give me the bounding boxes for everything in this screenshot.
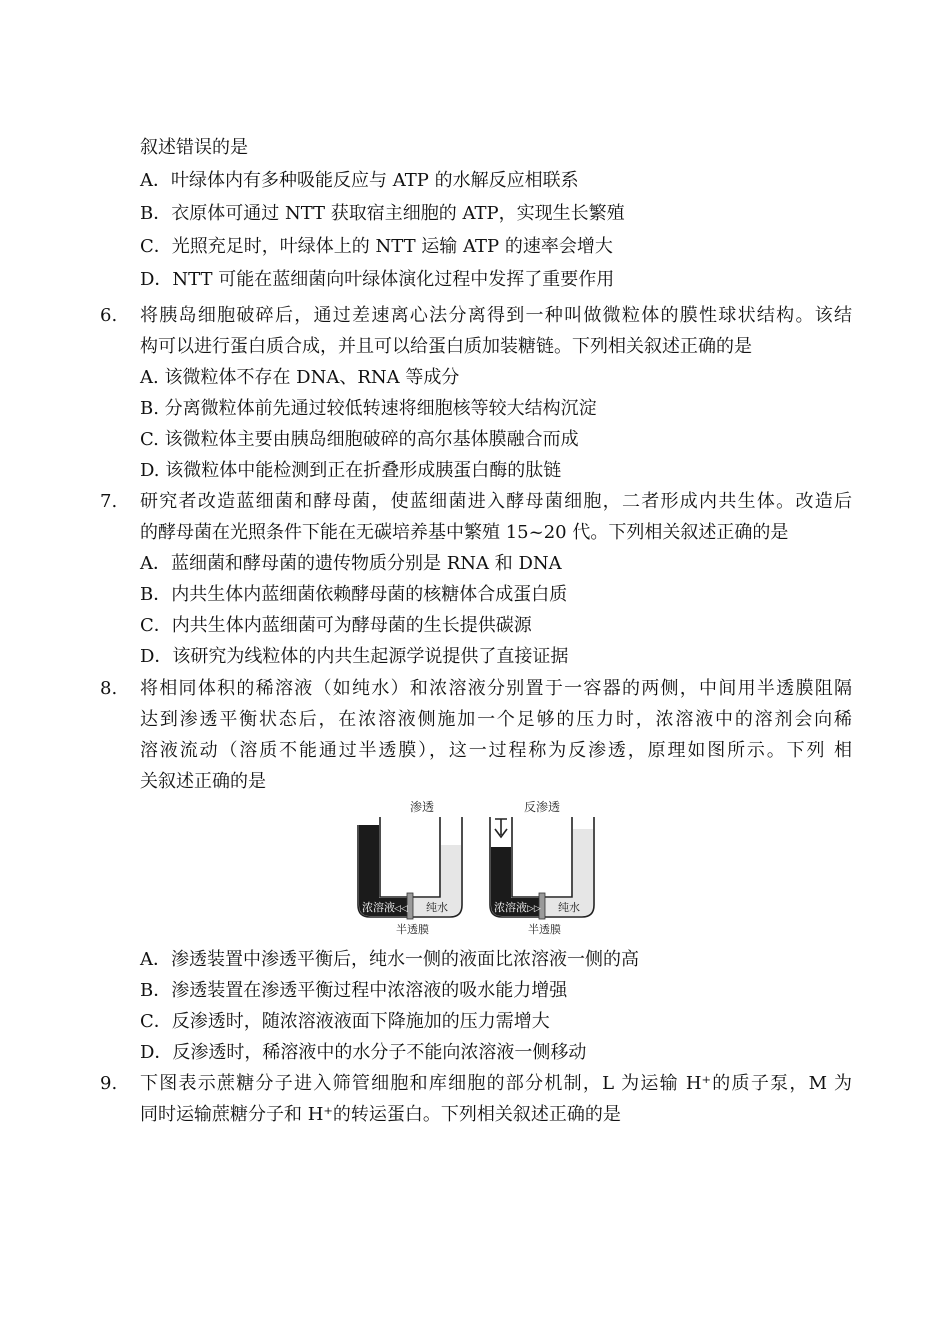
q9-number: 9.: [100, 1073, 118, 1094]
q5-option-b: B．衣原体可通过 NTT 获取宿主细胞的 ATP，实现生长繁殖: [140, 203, 625, 224]
q9-stem-line-1: 下图表示蔗糖分子进入筛管细胞和库细胞的部分机制，L 为运输 H⁺的质子泵，M 为: [140, 1073, 852, 1094]
left-membrane: [407, 893, 413, 919]
q6-stem-line-2: 构可以进行蛋白质合成，并且可以给蛋白质加装糖链。下列相关叙述正确的是: [140, 336, 752, 357]
right-arrows: ▷▷: [527, 904, 541, 914]
q6-option-b: B. 分离微粒体前先通过较低转速将细胞核等较大结构沉淀: [140, 398, 597, 419]
q6-number: 6.: [100, 305, 118, 326]
q6-stem-line-1: 将胰岛细胞破碎后，通过差速离心法分离得到一种叫做微粒体的膜性球状结构。该结: [140, 305, 852, 326]
q6-option-a: A. 该微粒体不存在 DNA、RNA 等成分: [140, 367, 460, 388]
q8-stem-line-2: 达到渗透平衡状态后，在浓溶液侧施加一个足够的压力时，浓溶液中的溶剂会向稀: [140, 709, 852, 730]
q8-stem-line-1: 将相同体积的稀溶液（如纯水）和浓溶液分别置于一容器的两侧，中间用半透膜阻隔: [140, 678, 852, 699]
left-arrows: ◁◁: [394, 904, 408, 914]
q5-stem-tail: 叙述错误的是: [140, 137, 248, 158]
left-water-label: 纯水: [426, 901, 448, 914]
q7-option-a: A．蓝细菌和酵母菌的遗传物质分别是 RNA 和 DNA: [140, 553, 562, 574]
right-water-label: 纯水: [558, 901, 580, 914]
osmosis-figure: [352, 797, 604, 939]
q6-option-c: C. 该微粒体主要由胰岛细胞破碎的高尔基体膜融合而成: [140, 429, 579, 450]
q5-option-c: C．光照充足时，叶绿体上的 NTT 运输 ATP 的速率会增大: [140, 236, 613, 257]
right-membrane-label: 半透膜: [528, 923, 561, 936]
q7-option-d: D．该研究为线粒体的内共生起源学说提供了直接证据: [140, 646, 569, 667]
q8-option-c: C．反渗透时，随浓溶液液面下降施加的压力需增大: [140, 1011, 550, 1032]
q7-option-c: C．内共生体内蓝细菌可为酵母菌的生长提供碳源: [140, 615, 532, 636]
q7-stem-line-2: 的酵母菌在光照条件下能在无碳培养基中繁殖 15~20 代。下列相关叙述正确的是: [140, 522, 789, 543]
q8-option-b: B．渗透装置在渗透平衡过程中浓溶液的吸水能力增强: [140, 980, 568, 1001]
left-u-tube-inner: [380, 817, 440, 897]
left-title: 渗透: [410, 800, 435, 814]
left-membrane-label: 半透膜: [396, 923, 429, 936]
q7-option-b: B．内共生体内蓝细菌依赖酵母菌的核糖体合成蛋白质: [140, 584, 568, 605]
right-title: 反渗透: [524, 800, 561, 814]
pressure-arrow-icon: [495, 819, 507, 837]
q6-option-d: D. 该微粒体中能检测到正在折叠形成胰蛋白酶的肽链: [140, 460, 562, 481]
right-conc-label: 浓溶液: [494, 901, 527, 914]
q7-number: 7.: [100, 491, 118, 512]
q9-stem-line-2: 同时运输蔗糖分子和 H⁺的转运蛋白。下列相关叙述正确的是: [140, 1104, 621, 1125]
q5-option-a: A．叶绿体内有多种吸能反应与 ATP 的水解反应相联系: [140, 170, 579, 191]
q7-stem-line-1: 研究者改造蓝细菌和酵母菌，使蓝细菌进入酵母菌细胞，二者形成内共生体。改造后: [140, 491, 852, 512]
right-u-tube-inner: [512, 817, 572, 897]
q8-stem-line-4: 关叙述正确的是: [140, 771, 266, 792]
q8-option-d: D．反渗透时，稀溶液中的水分子不能向浓溶液一侧移动: [140, 1042, 587, 1063]
left-conc-label: 浓溶液: [362, 901, 395, 914]
q5-option-d: D．NTT 可能在蓝细菌向叶绿体演化过程中发挥了重要作用: [140, 269, 615, 290]
q8-stem-line-3: 溶液流动（溶质不能通过半透膜），这一过程称为反渗透，原理如图所示。下列 相: [140, 740, 852, 761]
q8-number: 8.: [100, 678, 118, 699]
q8-option-a: A．渗透装置中渗透平衡后，纯水一侧的液面比浓溶液一侧的高: [140, 949, 639, 970]
